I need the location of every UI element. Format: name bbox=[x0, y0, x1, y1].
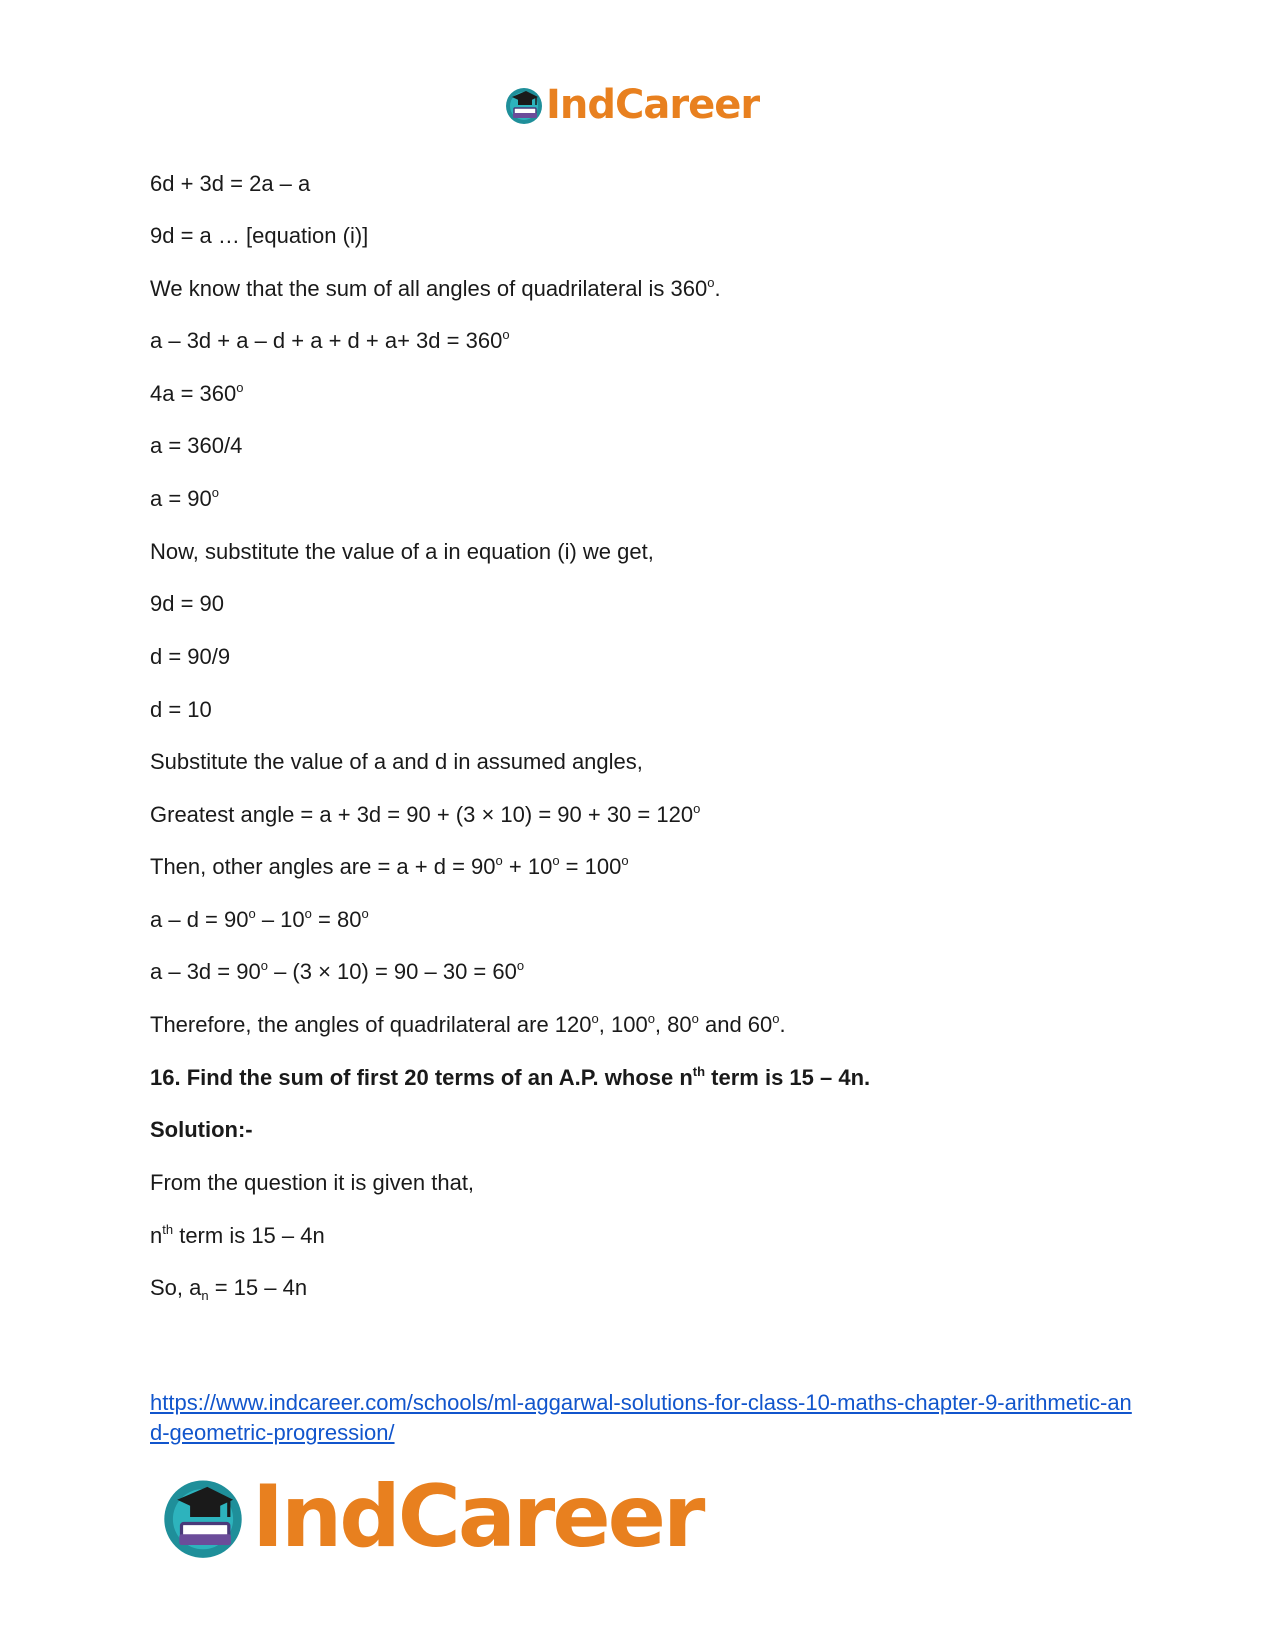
text-run: + 10 bbox=[502, 854, 553, 879]
text-line bbox=[150, 853, 629, 881]
text-run: – (3 × 10) = 90 – 30 = 60 bbox=[267, 959, 517, 984]
text-run: Now, substitute the value of a in equation (i) we get, bbox=[150, 539, 654, 564]
text-line bbox=[150, 1169, 474, 1197]
text-line bbox=[150, 1222, 325, 1250]
text-run: . bbox=[779, 1012, 786, 1037]
text-run: From the question it is given that, bbox=[150, 1170, 475, 1195]
text-run: , 80 bbox=[654, 1012, 692, 1037]
text-line bbox=[150, 380, 243, 408]
text-line bbox=[150, 485, 219, 513]
text-run: So, a bbox=[150, 1275, 202, 1300]
text-run: d = 10 bbox=[150, 697, 212, 722]
superscript: o bbox=[693, 801, 701, 816]
text-line bbox=[150, 327, 510, 355]
text-run: 9d = a … [equation (i)] bbox=[150, 223, 369, 248]
text-line bbox=[150, 222, 368, 250]
text-run: a – 3d + a – d + a + d + a+ 3d = 360 bbox=[150, 328, 503, 353]
superscript: o bbox=[691, 1011, 699, 1026]
text-run: a – d = 90 bbox=[150, 907, 249, 932]
text-line bbox=[150, 590, 224, 618]
text-run: = 80 bbox=[311, 907, 362, 932]
superscript: o bbox=[647, 1011, 655, 1026]
text-line bbox=[150, 643, 230, 671]
brand-name: IndCareer bbox=[252, 1467, 703, 1567]
superscript: th bbox=[162, 1222, 174, 1237]
superscript: o bbox=[495, 853, 503, 868]
superscript: th bbox=[692, 1064, 706, 1079]
text-run: Then, other angles are = a + d = 90 bbox=[150, 854, 496, 879]
text-run: . bbox=[714, 276, 721, 301]
text-run: , 100 bbox=[598, 1012, 648, 1037]
solution-heading bbox=[150, 1116, 253, 1144]
header-logo bbox=[504, 82, 759, 128]
text-line bbox=[150, 906, 369, 934]
text-run: 16. Find the sum of first 20 terms of an A.P. whose n bbox=[150, 1065, 693, 1090]
text-run: term is 15 – 4n bbox=[173, 1223, 325, 1248]
superscript: o bbox=[502, 327, 510, 342]
superscript: o bbox=[621, 853, 629, 868]
superscript: o bbox=[304, 906, 312, 921]
text-line bbox=[150, 748, 643, 776]
graduation-cap-book-icon bbox=[160, 1474, 246, 1560]
text-run: a = 360/4 bbox=[150, 433, 243, 458]
text-line bbox=[150, 801, 700, 829]
subscript: n bbox=[201, 1288, 209, 1303]
text-line bbox=[150, 275, 721, 303]
superscript: o bbox=[361, 906, 369, 921]
text-run: = 100 bbox=[559, 854, 622, 879]
text-run: d = 90/9 bbox=[150, 644, 231, 669]
text-run: 6d + 3d = 2a – a bbox=[150, 171, 311, 196]
question-heading bbox=[150, 1064, 870, 1092]
text-line bbox=[150, 538, 654, 566]
brand-name: IndCareer bbox=[546, 82, 760, 128]
text-run: Solution:- bbox=[150, 1117, 253, 1142]
text-run: 9d = 90 bbox=[150, 591, 225, 616]
superscript: o bbox=[211, 485, 220, 500]
text-line bbox=[150, 1274, 307, 1302]
superscript: o bbox=[516, 958, 525, 973]
superscript: o bbox=[591, 1011, 599, 1026]
text-run: a – 3d = 90 bbox=[150, 959, 261, 984]
text-run: 4a = 360 bbox=[150, 381, 237, 406]
source-link[interactable]: https://www.indcareer.com/schools/ml-aggarwal-solutions-for-class-10-maths-chapter-9-arithmetic-and-geometric-progression/ bbox=[150, 1390, 1132, 1445]
text-line bbox=[150, 696, 212, 724]
superscript: o bbox=[236, 380, 244, 395]
superscript: o bbox=[707, 275, 715, 290]
text-line bbox=[150, 958, 524, 986]
text-run: Greatest angle = a + 3d = 90 + (3 × 10) = 90 + 30 = 120 bbox=[150, 802, 694, 827]
text-run: – 10 bbox=[255, 907, 305, 932]
graduation-cap-book-icon bbox=[504, 85, 544, 125]
text-line bbox=[150, 432, 242, 460]
text-run: n bbox=[150, 1223, 163, 1248]
text-line bbox=[150, 170, 310, 198]
text-run: Therefore, the angles of quadrilateral are 120 bbox=[150, 1012, 592, 1037]
text-run: term is 15 – 4n. bbox=[705, 1065, 871, 1090]
superscript: o bbox=[772, 1011, 780, 1026]
superscript: o bbox=[248, 906, 256, 921]
text-run: We know that the sum of all angles of quadrilateral is 360 bbox=[150, 276, 708, 301]
text-run: = 15 – 4n bbox=[208, 1275, 308, 1300]
superscript: o bbox=[552, 853, 560, 868]
text-run: a = 90 bbox=[150, 486, 212, 511]
text-line bbox=[150, 1011, 786, 1039]
text-run: Substitute the value of a and d in assumed angles, bbox=[150, 749, 643, 774]
superscript: o bbox=[260, 958, 268, 973]
footer-logo bbox=[160, 1467, 702, 1567]
text-run: and 60 bbox=[698, 1012, 773, 1037]
